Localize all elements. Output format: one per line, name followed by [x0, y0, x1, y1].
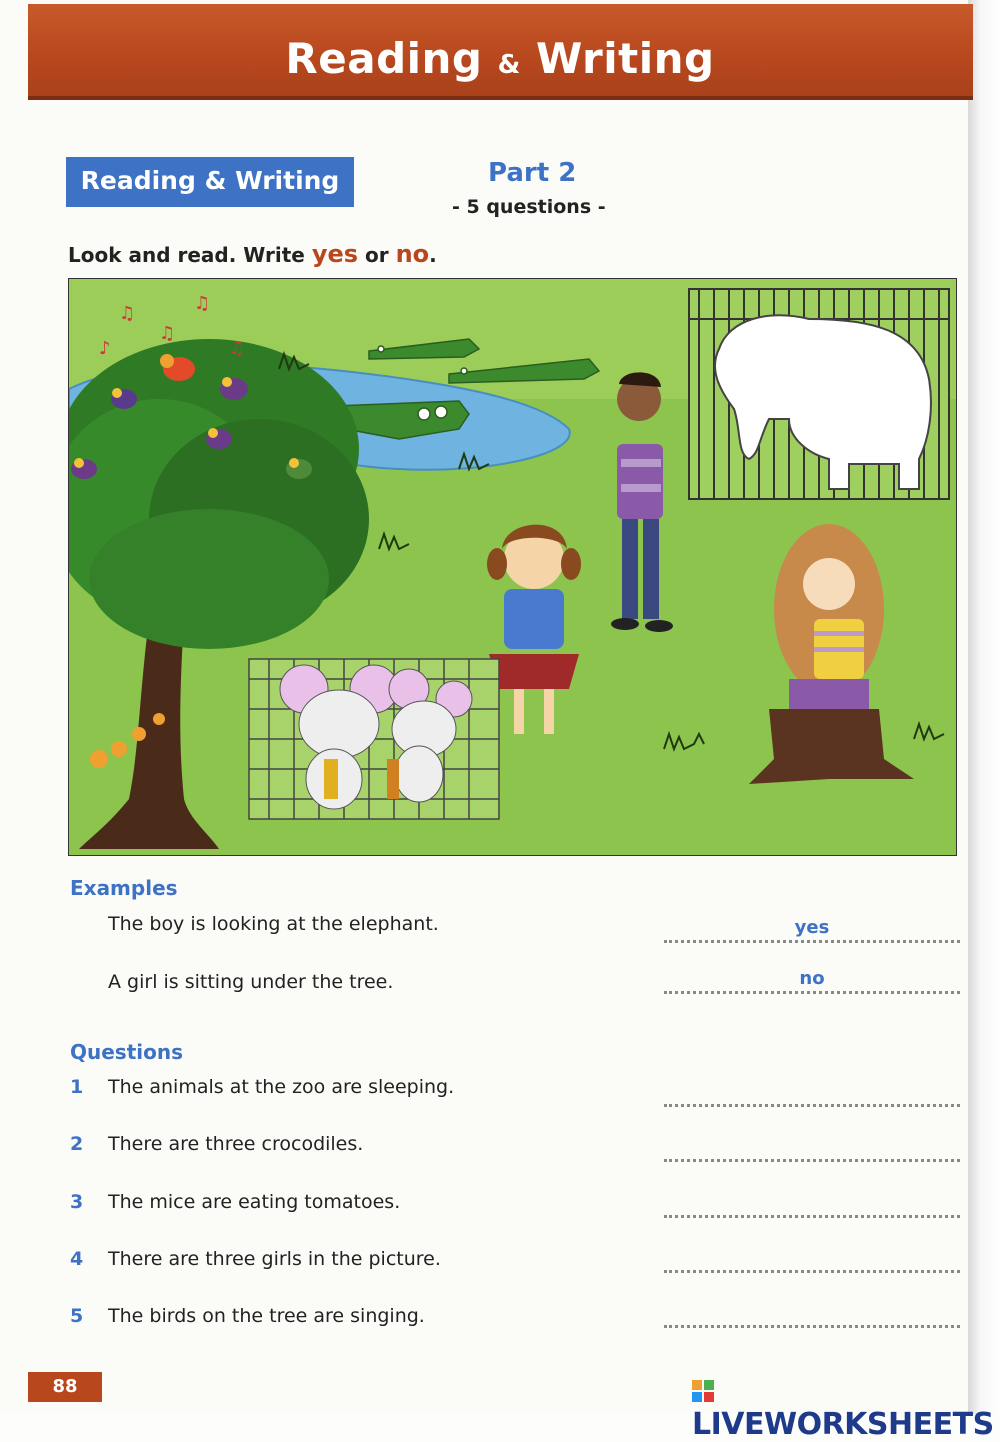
girl-long-hair — [774, 524, 884, 719]
question-1-number: 1 — [70, 1076, 84, 1098]
page-title — [0, 34, 1000, 83]
question-5-number: 5 — [70, 1305, 84, 1327]
liveworksheets-brand[interactable] — [692, 1372, 1000, 1442]
question-3-number: 3 — [70, 1191, 84, 1213]
title-word-writing: Writing — [535, 34, 715, 83]
instruction-line — [68, 240, 437, 268]
svg-text:♫: ♫ — [159, 323, 176, 344]
svg-text:♪: ♪ — [99, 338, 111, 359]
instruction-yes: yes — [311, 240, 359, 268]
example-1-answer: yes — [794, 917, 830, 938]
question-4-answer-field[interactable] — [664, 1266, 960, 1273]
brand-text: LIVEWORKSHEETS — [692, 1407, 994, 1442]
example-2-answer-line — [664, 987, 960, 994]
svg-text:♫: ♫ — [229, 338, 246, 359]
title-ampersand: & — [497, 50, 521, 80]
liveworksheets-logo-icon — [692, 1380, 714, 1402]
question-5-text: The birds on the tree are singing. — [108, 1305, 425, 1327]
instruction-prefix: Look and read. Write — [68, 243, 305, 267]
part-heading: Part 2 — [488, 158, 577, 188]
instruction-no: no — [395, 240, 430, 268]
zoo-scene-svg — [69, 279, 956, 855]
question-3-text: The mice are eating tomatoes. — [108, 1191, 401, 1213]
question-3-answer-field[interactable] — [664, 1211, 960, 1218]
questions-count: - 5 questions - — [452, 196, 606, 218]
section-label-box: Reading & Writing — [66, 157, 354, 207]
question-2-answer-field[interactable] — [664, 1155, 960, 1162]
example-1-text: The boy is looking at the elephant. — [108, 913, 439, 935]
question-2-number: 2 — [70, 1133, 84, 1155]
book-spine-shadow — [968, 0, 1000, 1414]
question-4-text: There are three girls in the picture. — [108, 1248, 441, 1270]
zoo-illustration — [68, 278, 957, 856]
example-1-answer-line — [664, 936, 960, 943]
svg-text:♫: ♫ — [119, 303, 136, 324]
instruction-suffix: . — [429, 243, 437, 267]
question-2-text: There are three crocodiles. — [108, 1133, 364, 1155]
question-4-number: 4 — [70, 1248, 84, 1270]
example-2-text: A girl is sitting under the tree. — [108, 971, 394, 993]
instruction-or: or — [365, 243, 389, 267]
question-5-answer-field[interactable] — [664, 1321, 960, 1328]
svg-text:♫: ♫ — [194, 293, 211, 314]
page-number: 88 — [28, 1372, 102, 1402]
examples-heading: Examples — [70, 876, 178, 900]
question-1-answer-field[interactable] — [664, 1100, 960, 1107]
example-2-answer: no — [799, 968, 825, 989]
title-word-reading: Reading — [285, 34, 483, 83]
questions-heading: Questions — [70, 1040, 184, 1064]
question-1-text: The animals at the zoo are sleeping. — [108, 1076, 455, 1098]
